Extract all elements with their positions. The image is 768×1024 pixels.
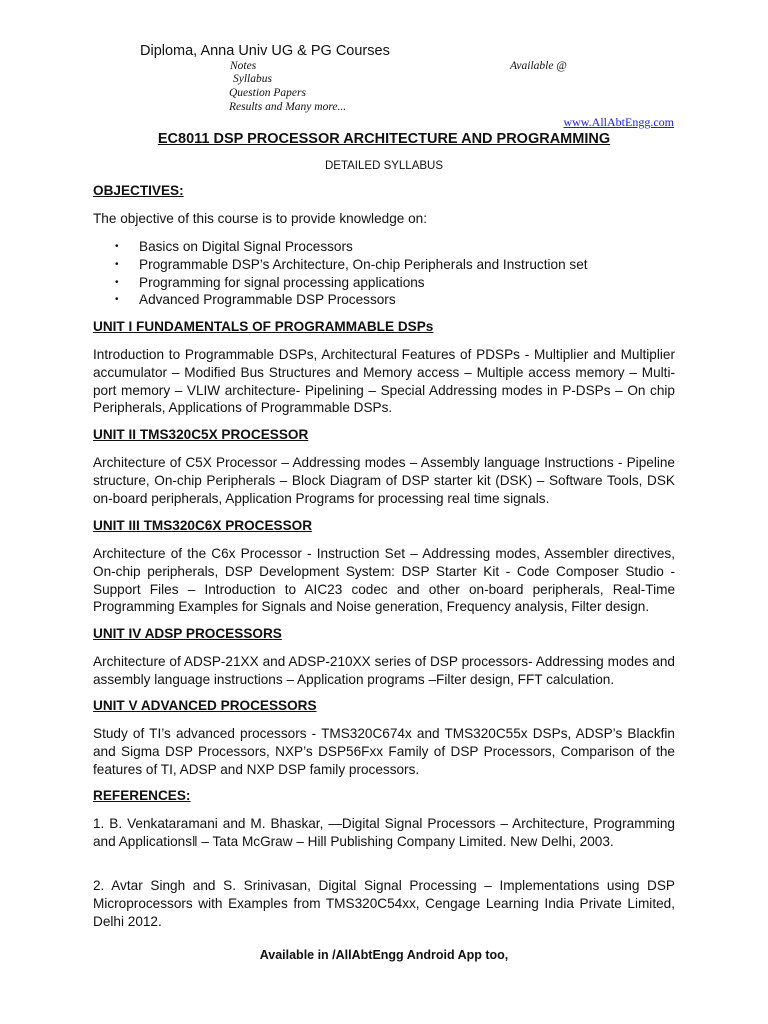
- unit-3-heading: UNIT III TMS320C6X PROCESSOR: [93, 518, 313, 533]
- references-heading: REFERENCES:: [93, 788, 191, 803]
- header-syllabus: Syllabus: [233, 73, 272, 85]
- header-question-papers: Question Papers: [229, 87, 306, 99]
- header-title: Diploma, Anna Univ UG & PG Courses: [140, 43, 390, 59]
- header-results: Results and Many more...: [229, 101, 347, 113]
- list-item: • Programmable DSP’s Architecture, On-chip Peripherals and Instruction set: [93, 256, 675, 274]
- unit-4-text: Architecture of ADSP-21XX and ADSP-210XX series of DSP processors- Addressing modes and assembly language instructions – Application programs –Filter design, FFT calculation.: [93, 654, 675, 687]
- list-item: • Programming for signal processing applications: [93, 274, 675, 292]
- header-notes: Notes: [230, 60, 257, 72]
- header-available: Available @: [510, 60, 567, 72]
- unit-3-text: Architecture of the C6x Processor - Instruction Set – Addressing modes, Assembler directives, On-chip peripherals, DSP Development System: DSP Starter Kit - Code Composer Studio - Support Files – Introduction to AIC23 codec and other on-board peripherals, Real-Time Programming Examples for Signals and Noise generation, Frequency analysis, Filter design.: [93, 546, 675, 615]
- list-item: • Advanced Programmable DSP Processors: [93, 291, 675, 309]
- unit-5-heading: UNIT V ADVANCED PROCESSORS: [93, 698, 317, 713]
- unit-4-heading: UNIT IV ADSP PROCESSORS: [93, 626, 282, 641]
- reference-item: 2. Avtar Singh and S. Srinivasan, Digital Signal Processing – Implementations using DSP Microprocessors with Examples from TMS320C54xx, Cengage Learning India Private Limited, Delhi 2012.: [93, 878, 675, 929]
- objectives-list: [93, 238, 675, 309]
- list-item: • Basics on Digital Signal Processors: [93, 238, 675, 256]
- reference-item: 1. B. Venkataramani and M. Bhaskar, ―Digital Signal Processors – Architecture, Programming and Applications‖ – Tata McGraw – Hill Publishing Company Limited. New Delhi, 2003.: [93, 816, 675, 849]
- objectives-intro: The objective of this course is to provide knowledge on:: [93, 211, 427, 226]
- objectives-heading: OBJECTIVES:: [93, 183, 184, 198]
- unit-1-heading: UNIT I FUNDAMENTALS OF PROGRAMMABLE DSPs: [93, 319, 434, 334]
- unit-1-text: Introduction to Programmable DSPs, Architectural Features of PDSPs - Multiplier and Multiplier accumulator – Modified Bus Structures and Memory access – Multiple access memory – Multi-port memory – VLIW architecture- Pipelining – Special Addressing modes in P-DSPs – On chip Peripherals, Applications of Programmable DSPs.: [93, 347, 675, 416]
- document-title: EC8011 DSP PROCESSOR ARCHITECTURE AND PROGRAMMING: [157, 131, 611, 147]
- unit-5-text: Study of TI’s advanced processors - TMS320C674x and TMS320C55x DSPs, ADSP’s Blackfin and Sigma DSP Processors, NXP’s DSP56Fxx Family of DSP Processors, Comparison of the features of TI, ADSP and NXP DSP family processors.: [93, 726, 675, 777]
- document-subtitle: DETAILED SYLLABUS: [324, 160, 444, 172]
- footer-note: Available in /AllAbtEngg Android App too,: [259, 948, 509, 962]
- unit-2-text: Architecture of C5X Processor – Addressing modes – Assembly language Instructions - Pipeline structure, On-chip Peripherals – Block Diagram of DSP starter kit (DSK) – Software Tools, DSK on-board peripherals, Application Programs for processing real time signals.: [93, 455, 675, 506]
- website-link[interactable]: www.AllAbtEngg.com: [563, 115, 674, 129]
- unit-2-heading: UNIT II TMS320C5X PROCESSOR: [93, 427, 309, 442]
